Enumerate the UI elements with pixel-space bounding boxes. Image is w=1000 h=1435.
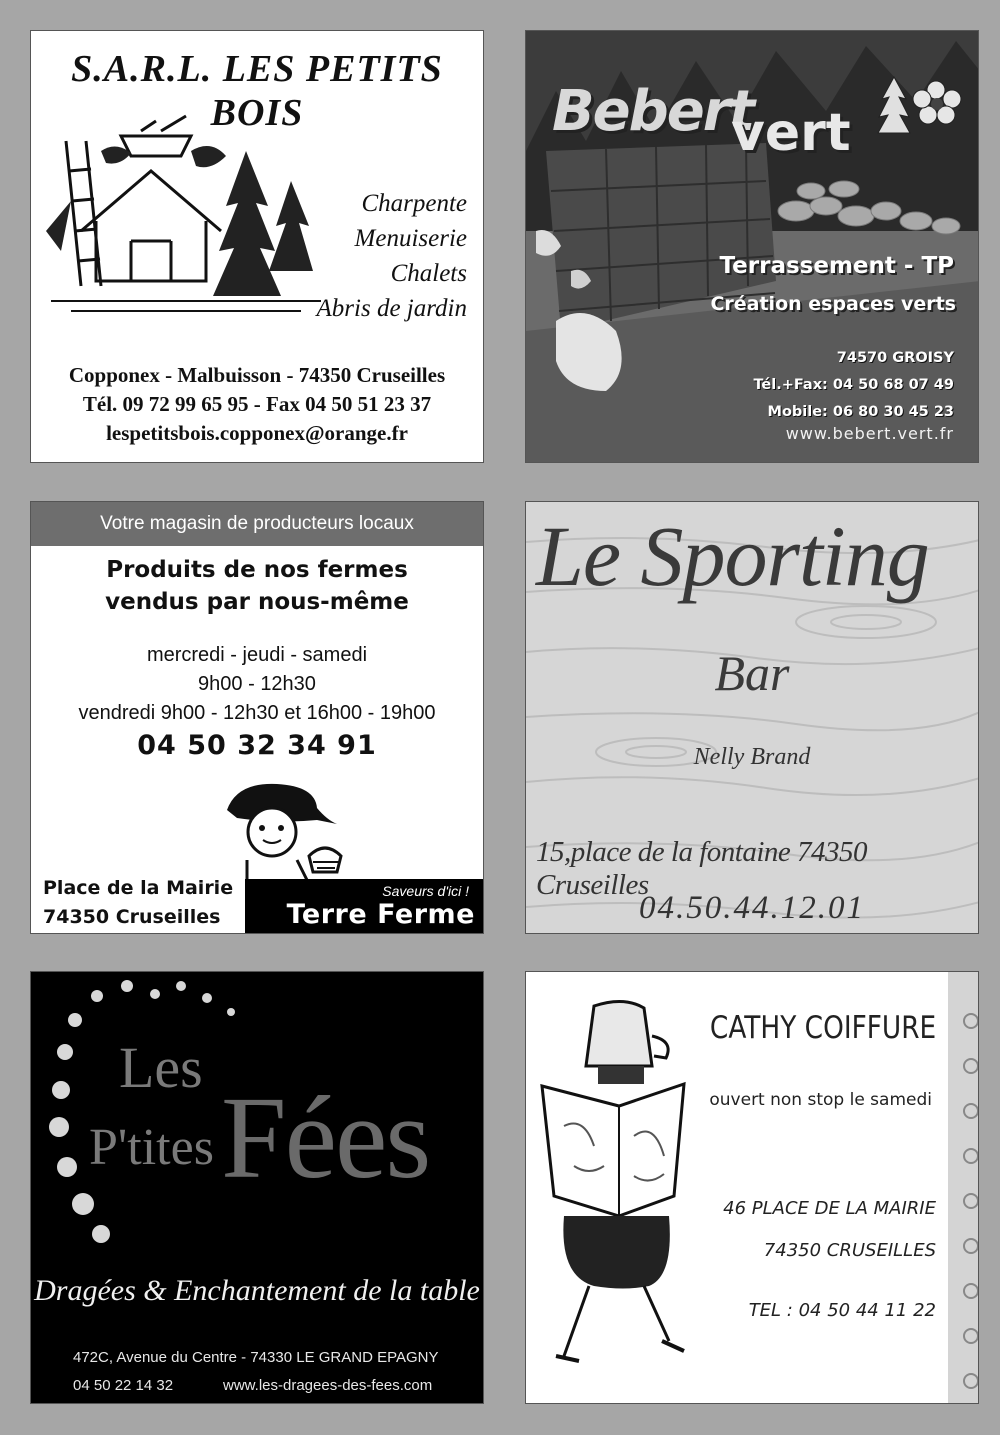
cathy-address-1: 46 PLACE DE LA MAIRIE bbox=[723, 1198, 936, 1219]
service-item: Chalets bbox=[390, 260, 467, 287]
ad3-hours-1: 9h00 - 12h30 bbox=[198, 673, 316, 695]
ad1-title: S.A.R.L. LES PETITS BOIS bbox=[71, 48, 443, 134]
ad3-head-line: vendus par nous-même bbox=[105, 589, 409, 615]
ad3-phone: 04 50 32 34 91 bbox=[137, 730, 377, 761]
ad1-contact bbox=[31, 361, 483, 448]
fees-logo-text: Fées bbox=[221, 1072, 430, 1203]
spiral-pattern-icon bbox=[956, 996, 979, 1404]
sporting-owner: Nelly Brand bbox=[693, 744, 811, 770]
cathy-phone: TEL : 04 50 44 11 22 bbox=[748, 1300, 936, 1321]
ad-les-ptites-fees bbox=[30, 971, 484, 1404]
ad-les-petits-bois bbox=[30, 30, 484, 463]
sporting-name: Le Sporting bbox=[536, 508, 929, 604]
vert-logo-text: vert bbox=[731, 103, 851, 163]
ad3-addr-line: Place de la Mairie bbox=[43, 877, 234, 899]
child-basket-icon bbox=[217, 780, 357, 880]
ad1-email: lespetitsbois.copponex@orange.fr bbox=[106, 421, 408, 445]
ad2-website: www.bebert.vert.fr bbox=[785, 424, 954, 443]
decorative-strip bbox=[948, 972, 978, 1403]
service-item: Abris de jardin bbox=[316, 295, 467, 322]
ad1-services bbox=[317, 186, 467, 326]
ad3-band: Votre magasin de producteurs locaux bbox=[31, 502, 483, 546]
ad2-mobile: Mobile: 06 80 30 45 23 bbox=[767, 404, 954, 420]
ad2-service-2: Création espaces verts bbox=[710, 293, 956, 315]
ad3-addr-line: 74350 Cruseilles bbox=[43, 906, 221, 928]
ad2-city: 74570 GROISY bbox=[836, 350, 954, 366]
ad-terre-ferme bbox=[30, 501, 484, 934]
fees-phone: 04 50 22 14 32 bbox=[73, 1377, 174, 1394]
ad1-address: Copponex - Malbuisson - 74350 Cruseilles bbox=[68, 363, 446, 387]
brand-slogan: Saveurs d'ici ! bbox=[382, 883, 469, 899]
fees-ptites-text: P'tites bbox=[89, 1119, 214, 1176]
tree-flower-icon bbox=[876, 75, 966, 135]
service-item: Menuiserie bbox=[354, 225, 467, 252]
ad3-headline bbox=[31, 554, 483, 618]
chalet-drawing-icon bbox=[41, 111, 331, 331]
sporting-address: 15,place de la fontaine 74350 Cruseilles bbox=[536, 836, 868, 901]
sporting-phone: 04.50.44.12.01 bbox=[639, 890, 865, 926]
service-item: Charpente bbox=[361, 190, 467, 217]
terre-ferme-logo bbox=[245, 879, 483, 933]
ad2-telfax: Tél.+Fax: 04 50 68 07 49 bbox=[753, 377, 954, 393]
fees-address: 472C, Avenue du Centre - 74330 LE GRAND EPAGNY bbox=[73, 1349, 439, 1366]
cathy-address-2: 74350 CRUSEILLES bbox=[763, 1240, 936, 1261]
fees-website: www.les-dragees-des-fees.com bbox=[223, 1377, 433, 1394]
ad3-hours-2: vendredi 9h00 - 12h30 et 16h00 - 19h00 bbox=[78, 702, 436, 724]
cathy-title: CATHY COIFFURE bbox=[709, 1010, 936, 1046]
ad2-contact bbox=[753, 345, 954, 426]
hairdryer-reader-icon bbox=[534, 996, 704, 1376]
ad3-hours bbox=[31, 641, 483, 728]
ad3-head-line: Produits de nos fermes bbox=[106, 557, 408, 583]
ad1-phones: Tél. 09 72 99 65 95 - Fax 04 50 51 23 37 bbox=[82, 392, 432, 416]
cathy-opening: ouvert non stop le samedi bbox=[709, 1090, 932, 1110]
ad-cathy-coiffure bbox=[525, 971, 979, 1404]
ad-le-sporting bbox=[525, 501, 979, 934]
ad3-days: mercredi - jeudi - samedi bbox=[146, 644, 368, 666]
ad3-address bbox=[43, 874, 233, 932]
ad2-service-1: Terrassement - TP bbox=[719, 253, 954, 279]
bebert-logo-text: Bebert bbox=[552, 79, 754, 144]
brand-name: Terre Ferme bbox=[286, 899, 475, 930]
fees-tagline: Dragées & Enchantement de la table bbox=[34, 1274, 480, 1307]
sporting-bar-label: Bar bbox=[714, 645, 790, 701]
ad-bebert-vert bbox=[525, 30, 979, 463]
fees-les-text: Les bbox=[119, 1035, 203, 1100]
